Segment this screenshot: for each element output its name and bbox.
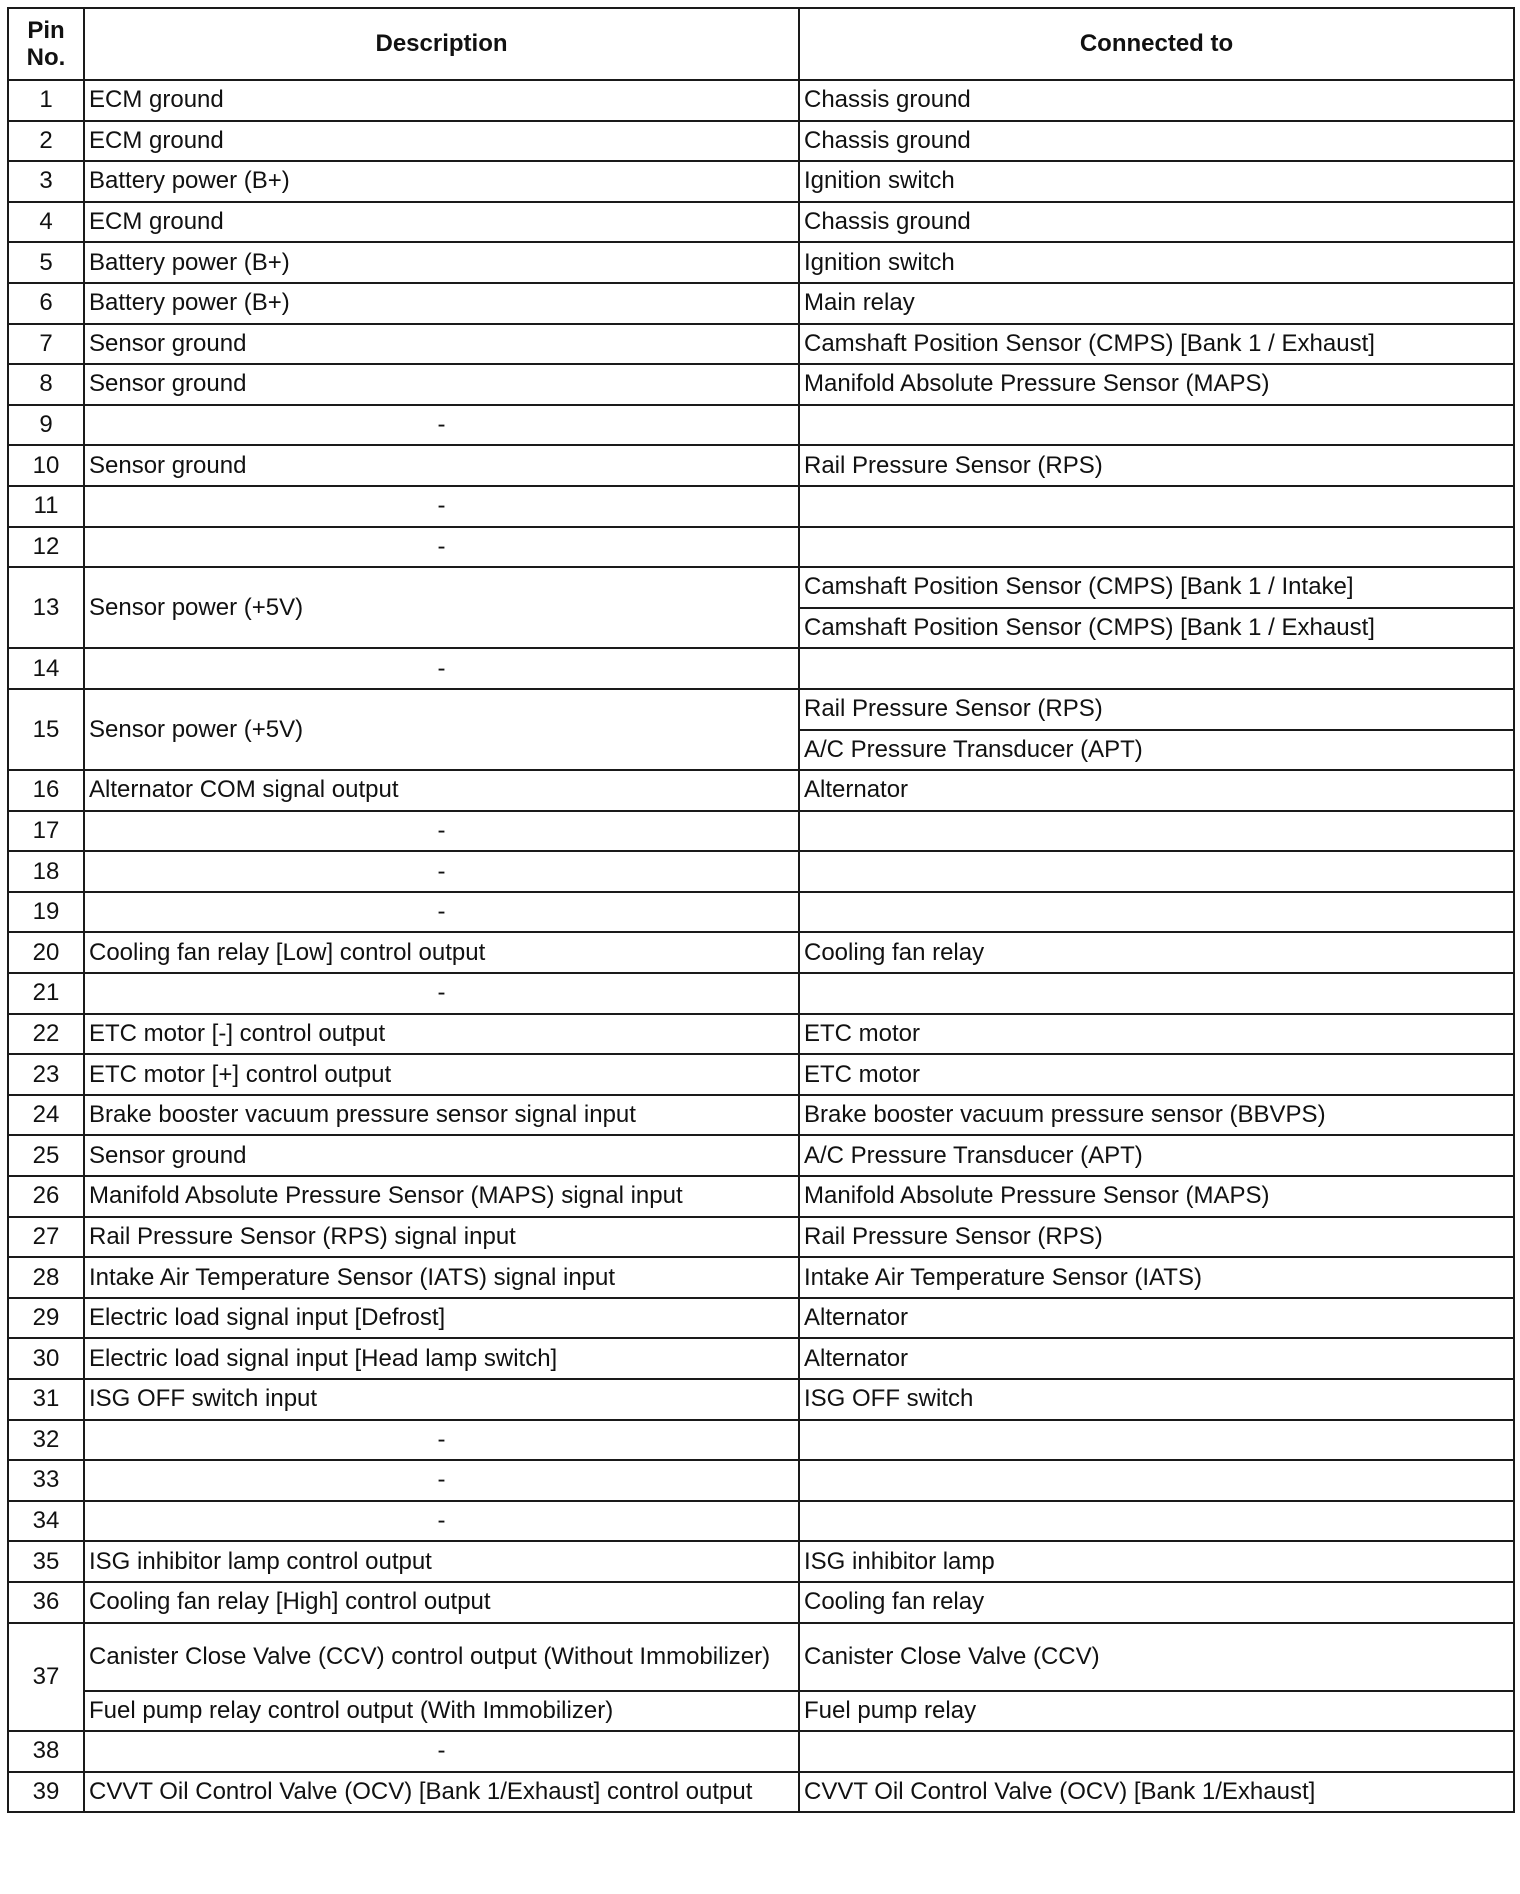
description-cell: Battery power (B+) [84, 161, 799, 202]
table-header-row [8, 8, 1514, 80]
pin-cell: 3 [8, 161, 84, 202]
table-row [8, 1257, 1514, 1298]
connected-to-cell [799, 405, 1514, 446]
connected-to-cell: Alternator [799, 770, 1514, 811]
description-cell: Canister Close Valve (CCV) control output (Without Immobilizer) [84, 1623, 799, 1691]
pin-cell: 2 [8, 121, 84, 162]
description-cell: Intake Air Temperature Sensor (IATS) signal input [84, 1257, 799, 1298]
pin-cell: 11 [8, 486, 84, 527]
connected-to-cell: Chassis ground [799, 121, 1514, 162]
table-row [8, 1541, 1514, 1582]
table-row [8, 648, 1514, 689]
table-row [8, 892, 1514, 933]
connected-to-cell [799, 1731, 1514, 1772]
pin-cell: 6 [8, 283, 84, 324]
table-row [8, 1135, 1514, 1176]
table-row [8, 1095, 1514, 1136]
description-cell: Battery power (B+) [84, 283, 799, 324]
table-row [8, 527, 1514, 568]
pin-cell: 29 [8, 1298, 84, 1339]
table-row [8, 486, 1514, 527]
table-row [8, 1582, 1514, 1623]
pin-header-line2: No. [26, 44, 66, 71]
table-row [8, 689, 1514, 730]
pin-cell: 15 [8, 689, 84, 770]
connected-to-cell: Chassis ground [799, 202, 1514, 243]
pin-cell: 25 [8, 1135, 84, 1176]
pin-table [7, 7, 1515, 1813]
pin-cell: 23 [8, 1054, 84, 1095]
description-cell: Fuel pump relay control output (With Immobilizer) [84, 1691, 799, 1732]
connected-to-cell [799, 973, 1514, 1014]
connected-to-cell: Intake Air Temperature Sensor (IATS) [799, 1257, 1514, 1298]
description-cell: - [84, 811, 799, 852]
description-cell: Sensor power (+5V) [84, 689, 799, 770]
description-cell: Sensor ground [84, 1135, 799, 1176]
description-cell: Sensor power (+5V) [84, 567, 799, 648]
connected-to-cell: Brake booster vacuum pressure sensor (BBVPS) [799, 1095, 1514, 1136]
pin-cell: 14 [8, 648, 84, 689]
pin-cell: 39 [8, 1772, 84, 1813]
pin-cell: 1 [8, 80, 84, 121]
table-row [8, 932, 1514, 973]
connected-to-cell: Rail Pressure Sensor (RPS) [799, 1217, 1514, 1258]
pin-cell: 24 [8, 1095, 84, 1136]
description-cell: Sensor ground [84, 324, 799, 365]
description-cell: Cooling fan relay [High] control output [84, 1582, 799, 1623]
pin-cell: 27 [8, 1217, 84, 1258]
pin-cell: 9 [8, 405, 84, 446]
description-cell: Cooling fan relay [Low] control output [84, 932, 799, 973]
connected-to-header: Connected to [799, 8, 1514, 80]
table-row [8, 1338, 1514, 1379]
table-row [8, 1731, 1514, 1772]
table-row [8, 324, 1514, 365]
pin-header-line1: Pin [27, 17, 65, 44]
description-cell: - [84, 648, 799, 689]
description-cell: ETC motor [-] control output [84, 1014, 799, 1055]
table-row [8, 811, 1514, 852]
table-row [8, 1298, 1514, 1339]
connected-to-cell: Chassis ground [799, 80, 1514, 121]
connected-to-cell: ISG inhibitor lamp [799, 1541, 1514, 1582]
description-cell: Battery power (B+) [84, 242, 799, 283]
table-row [8, 567, 1514, 608]
connected-to-cell: CVVT Oil Control Valve (OCV) [Bank 1/Exhaust] [799, 1772, 1514, 1813]
connected-to-cell [799, 892, 1514, 933]
connected-to-cell: Manifold Absolute Pressure Sensor (MAPS) [799, 1176, 1514, 1217]
connected-to-cell: Canister Close Valve (CCV) [799, 1623, 1514, 1691]
description-cell: ECM ground [84, 121, 799, 162]
description-cell: - [84, 892, 799, 933]
description-cell: Electric load signal input [Head lamp switch] [84, 1338, 799, 1379]
description-cell: ISG inhibitor lamp control output [84, 1541, 799, 1582]
table-row [8, 1054, 1514, 1095]
description-cell: Sensor ground [84, 445, 799, 486]
pin-cell: 30 [8, 1338, 84, 1379]
connected-to-cell: ETC motor [799, 1014, 1514, 1055]
connected-to-cell: ETC motor [799, 1054, 1514, 1095]
description-cell: - [84, 1501, 799, 1542]
pin-cell: 34 [8, 1501, 84, 1542]
pin-cell: 26 [8, 1176, 84, 1217]
pin-cell: 35 [8, 1541, 84, 1582]
table-row [8, 1772, 1514, 1813]
description-cell: - [84, 1731, 799, 1772]
table-row [8, 1379, 1514, 1420]
description-cell: ECM ground [84, 202, 799, 243]
pin-cell: 8 [8, 364, 84, 405]
pin-cell: 37 [8, 1623, 84, 1732]
table-row [8, 364, 1514, 405]
connected-to-cell: Alternator [799, 1338, 1514, 1379]
connected-to-cell [799, 527, 1514, 568]
connected-to-cell: Manifold Absolute Pressure Sensor (MAPS) [799, 364, 1514, 405]
table-row [8, 1623, 1514, 1691]
connected-to-cell [799, 648, 1514, 689]
pin-cell: 31 [8, 1379, 84, 1420]
table-row [8, 851, 1514, 892]
description-cell: ETC motor [+] control output [84, 1054, 799, 1095]
table-row [8, 1176, 1514, 1217]
connected-to-cell: Rail Pressure Sensor (RPS) [799, 445, 1514, 486]
connected-to-cell: Camshaft Position Sensor (CMPS) [Bank 1 / Exhaust] [799, 324, 1514, 365]
description-cell: - [84, 527, 799, 568]
table-row [8, 1217, 1514, 1258]
pin-cell: 21 [8, 973, 84, 1014]
connected-to-cell: Ignition switch [799, 161, 1514, 202]
connected-to-cell: Cooling fan relay [799, 932, 1514, 973]
connected-to-cell [799, 811, 1514, 852]
description-cell: - [84, 405, 799, 446]
description-cell: Electric load signal input [Defrost] [84, 1298, 799, 1339]
description-cell: Sensor ground [84, 364, 799, 405]
pin-cell: 19 [8, 892, 84, 933]
pin-cell: 18 [8, 851, 84, 892]
pin-table-container [7, 7, 1515, 1813]
table-row [8, 445, 1514, 486]
table-row [8, 80, 1514, 121]
description-cell: - [84, 851, 799, 892]
connected-to-cell [799, 1460, 1514, 1501]
connected-to-cell [799, 851, 1514, 892]
connected-to-cell: A/C Pressure Transducer (APT) [799, 1135, 1514, 1176]
pin-cell: 13 [8, 567, 84, 648]
table-row [8, 1501, 1514, 1542]
connected-to-cell: Cooling fan relay [799, 1582, 1514, 1623]
description-cell: Rail Pressure Sensor (RPS) signal input [84, 1217, 799, 1258]
connected-to-cell: ISG OFF switch [799, 1379, 1514, 1420]
connected-to-cell: Camshaft Position Sensor (CMPS) [Bank 1 / Intake] [799, 567, 1514, 608]
pin-cell: 22 [8, 1014, 84, 1055]
description-cell: ISG OFF switch input [84, 1379, 799, 1420]
description-cell: - [84, 1420, 799, 1461]
pin-cell: 20 [8, 932, 84, 973]
table-row [8, 1014, 1514, 1055]
pin-cell: 5 [8, 242, 84, 283]
description-cell: CVVT Oil Control Valve (OCV) [Bank 1/Exhaust] control output [84, 1772, 799, 1813]
connected-to-cell: Rail Pressure Sensor (RPS) [799, 689, 1514, 730]
connected-to-cell: Main relay [799, 283, 1514, 324]
table-row [8, 121, 1514, 162]
connected-to-cell [799, 486, 1514, 527]
connected-to-cell: A/C Pressure Transducer (APT) [799, 730, 1514, 771]
pin-cell: 12 [8, 527, 84, 568]
pin-cell: 28 [8, 1257, 84, 1298]
table-row [8, 1460, 1514, 1501]
pin-no-header [8, 8, 84, 80]
pin-cell: 32 [8, 1420, 84, 1461]
pin-cell: 36 [8, 1582, 84, 1623]
description-cell: Alternator COM signal output [84, 770, 799, 811]
table-row [8, 1691, 1514, 1732]
table-row [8, 283, 1514, 324]
connected-to-cell: Camshaft Position Sensor (CMPS) [Bank 1 / Exhaust] [799, 608, 1514, 649]
pin-cell: 17 [8, 811, 84, 852]
table-row [8, 770, 1514, 811]
pin-cell: 7 [8, 324, 84, 365]
pin-cell: 16 [8, 770, 84, 811]
table-row [8, 161, 1514, 202]
table-row [8, 242, 1514, 283]
connected-to-cell: Alternator [799, 1298, 1514, 1339]
description-cell: Brake booster vacuum pressure sensor signal input [84, 1095, 799, 1136]
pin-cell: 33 [8, 1460, 84, 1501]
connected-to-cell: Ignition switch [799, 242, 1514, 283]
description-cell: ECM ground [84, 80, 799, 121]
table-row [8, 405, 1514, 446]
pin-cell: 10 [8, 445, 84, 486]
description-cell: - [84, 973, 799, 1014]
table-row [8, 973, 1514, 1014]
description-cell: - [84, 1460, 799, 1501]
pin-cell: 4 [8, 202, 84, 243]
pin-cell: 38 [8, 1731, 84, 1772]
connected-to-cell: Fuel pump relay [799, 1691, 1514, 1732]
table-row [8, 1420, 1514, 1461]
description-cell: Manifold Absolute Pressure Sensor (MAPS) signal input [84, 1176, 799, 1217]
description-cell: - [84, 486, 799, 527]
connected-to-cell [799, 1501, 1514, 1542]
table-row [8, 202, 1514, 243]
connected-to-cell [799, 1420, 1514, 1461]
description-header: Description [84, 8, 799, 80]
